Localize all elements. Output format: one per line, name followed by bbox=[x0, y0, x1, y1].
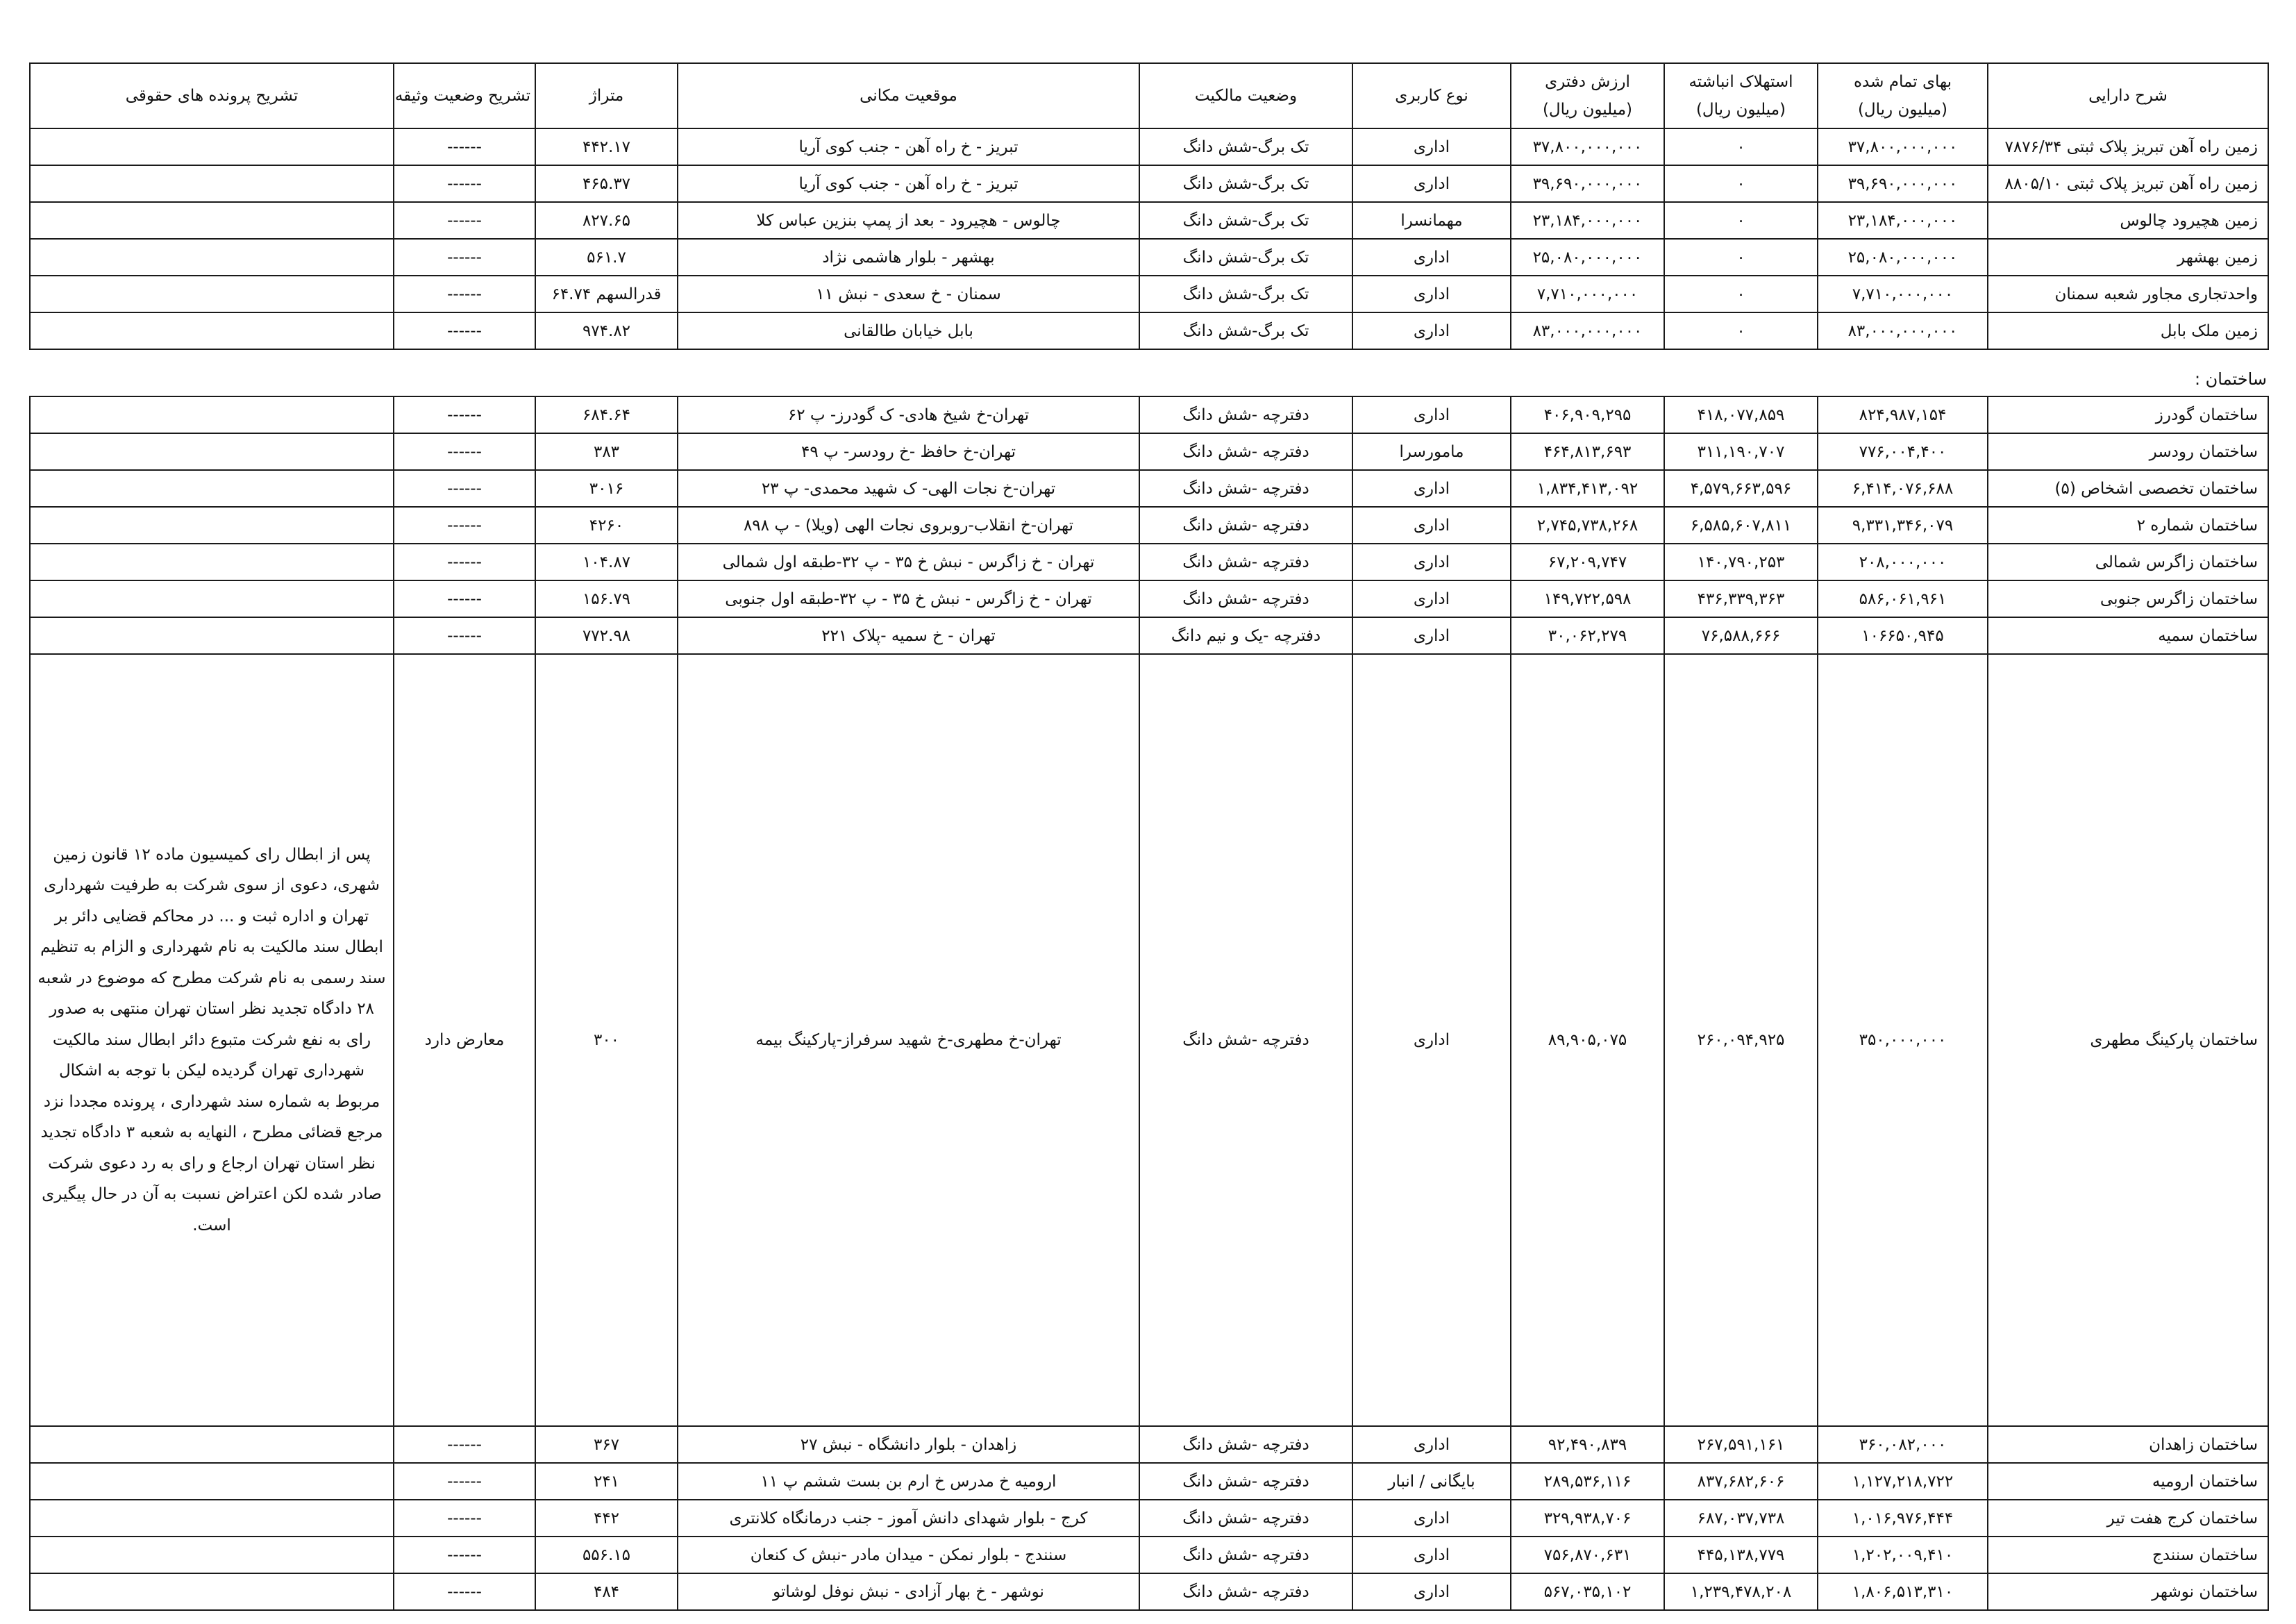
cell-depreciation: ۴۱۸,۰۷۷,۸۵۹ bbox=[1664, 396, 1818, 433]
cell-asset: زمین راه آهن تبریز پلاک ثبتی ۷۸۷۶/۳۴ bbox=[1988, 128, 2268, 165]
table-row bbox=[30, 396, 2268, 433]
cell-location: تهران - خ زاگرس - نبش خ ۳۵ - پ ۳۲-طبقه اول شمالی bbox=[678, 544, 1139, 580]
land-assets-table bbox=[29, 62, 2269, 350]
cell-usage: اداری bbox=[1352, 312, 1511, 349]
cell-asset: واحدتجاری مجاور شعبه سمنان bbox=[1988, 276, 2268, 312]
table-row bbox=[30, 276, 2268, 312]
cell-usage: اداری bbox=[1352, 470, 1511, 507]
table-row bbox=[30, 239, 2268, 276]
cell-usage: اداری bbox=[1352, 276, 1511, 312]
cell-area: ۹۷۴.۸۲ bbox=[535, 312, 678, 349]
cell-book-value: ۴۰۶,۹۰۹,۲۹۵ bbox=[1511, 396, 1664, 433]
cell-asset: ساختمان شماره ۲ bbox=[1988, 507, 2268, 544]
cell-area: ۳۸۳ bbox=[535, 433, 678, 470]
cell-ownership: دفترچه -شش دانگ bbox=[1139, 544, 1352, 580]
cell-area: ۵۶۱.۷ bbox=[535, 239, 678, 276]
cell-book-value: ۳۹,۶۹۰,۰۰۰,۰۰۰ bbox=[1511, 165, 1664, 202]
cell-location: تهران-خ شیخ هادی- ک گودرز- پ ۶۲ bbox=[678, 396, 1139, 433]
table-row bbox=[30, 128, 2268, 165]
cell-location: تهران-خ حافظ -خ رودسر- پ ۴۹ bbox=[678, 433, 1139, 470]
header-location: موقعیت مکانی bbox=[678, 63, 1139, 128]
cell-book-value: ۸۹,۹۰۵,۰۷۵ bbox=[1511, 654, 1664, 1426]
cell-book-value: ۲۸۹,۵۳۶,۱۱۶ bbox=[1511, 1463, 1664, 1500]
cell-collateral: ------ bbox=[394, 165, 535, 202]
cell-area: ۴۴۲.۱۷ bbox=[535, 128, 678, 165]
cell-collateral: ------ bbox=[394, 1537, 535, 1573]
cell-cost: ۵۸۶,۰۶۱,۹۶۱ bbox=[1818, 580, 1988, 617]
cell-asset: ساختمان زاگرس شمالی bbox=[1988, 544, 2268, 580]
cell-usage: بایگانی / انبار bbox=[1352, 1463, 1511, 1500]
table-row bbox=[30, 617, 2268, 654]
cell-cost: ۱,۲۰۲,۰۰۹,۴۱۰ bbox=[1818, 1537, 1988, 1573]
cell-location: تهران - خ سمیه -پلاک ۲۲۱ bbox=[678, 617, 1139, 654]
cell-cost: ۱,۸۰۶,۵۱۳,۳۱۰ bbox=[1818, 1573, 1988, 1610]
cell-depreciation: ۳۱۱,۱۹۰,۷۰۷ bbox=[1664, 433, 1818, 470]
cell-cost: ۹,۳۳۱,۳۴۶,۰۷۹ bbox=[1818, 507, 1988, 544]
cell-location: تهران-خ نجات الهی- ک شهید محمدی- پ ۲۳ bbox=[678, 470, 1139, 507]
cell-cost: ۳۹,۶۹۰,۰۰۰,۰۰۰ bbox=[1818, 165, 1988, 202]
table-row bbox=[30, 165, 2268, 202]
cell-book-value: ۳۰,۰۶۲,۲۷۹ bbox=[1511, 617, 1664, 654]
cell-usage: اداری bbox=[1352, 507, 1511, 544]
cell-area: ۷۷۲.۹۸ bbox=[535, 617, 678, 654]
table-row bbox=[30, 433, 2268, 470]
cell-book-value: ۲۳,۱۸۴,۰۰۰,۰۰۰ bbox=[1511, 202, 1664, 239]
cell-asset: ساختمان نوشهر bbox=[1988, 1573, 2268, 1610]
cell-collateral: ------ bbox=[394, 276, 535, 312]
cell-location: نوشهر - خ بهار آزادی - نبش نوفل لوشاتو bbox=[678, 1573, 1139, 1610]
table-row bbox=[30, 580, 2268, 617]
cell-cost: ۲۳,۱۸۴,۰۰۰,۰۰۰ bbox=[1818, 202, 1988, 239]
cell-depreciation: ۰ bbox=[1664, 239, 1818, 276]
cell-cost: ۳۷,۸۰۰,۰۰۰,۰۰۰ bbox=[1818, 128, 1988, 165]
cell-collateral: ------ bbox=[394, 433, 535, 470]
cell-ownership: تک برگ-شش دانگ bbox=[1139, 276, 1352, 312]
header-ownership: وضعیت مالکیت bbox=[1139, 63, 1352, 128]
cell-ownership: دفترچه -شش دانگ bbox=[1139, 580, 1352, 617]
cell-area: ۲۴۱ bbox=[535, 1463, 678, 1500]
cell-usage: اداری bbox=[1352, 654, 1511, 1426]
cell-depreciation: ۶,۵۸۵,۶۰۷,۸۱۱ bbox=[1664, 507, 1818, 544]
cell-location: بهشهر - بلوار هاشمی نژاد bbox=[678, 239, 1139, 276]
cell-location: تبریز - خ راه آهن - جنب کوی آریا bbox=[678, 128, 1139, 165]
table-row bbox=[30, 1500, 2268, 1537]
cell-area: ۵۵۶.۱۵ bbox=[535, 1537, 678, 1573]
cell-usage: اداری bbox=[1352, 1500, 1511, 1537]
cell-usage: اداری bbox=[1352, 580, 1511, 617]
table-row bbox=[30, 1537, 2268, 1573]
land-rows bbox=[30, 128, 2268, 349]
cell-location: ارومیه خ مدرس خ ارم بن بست ششم پ ۱۱ bbox=[678, 1463, 1139, 1500]
cell-asset: ساختمان گودرز bbox=[1988, 396, 2268, 433]
table-row bbox=[30, 1463, 2268, 1500]
cell-depreciation: ۱۴۰,۷۹۰,۲۵۳ bbox=[1664, 544, 1818, 580]
cell-collateral: ------ bbox=[394, 312, 535, 349]
cell-location: سنندج - بلوار نمکن - میدان مادر -نبش ک کنعان bbox=[678, 1537, 1139, 1573]
cell-depreciation: ۱,۲۳۹,۴۷۸,۲۰۸ bbox=[1664, 1573, 1818, 1610]
cell-collateral: ------ bbox=[394, 544, 535, 580]
cell-asset: ساختمان سنندج bbox=[1988, 1537, 2268, 1573]
cell-usage: اداری bbox=[1352, 239, 1511, 276]
cell-depreciation: ۰ bbox=[1664, 128, 1818, 165]
table-row bbox=[30, 202, 2268, 239]
cell-depreciation: ۰ bbox=[1664, 312, 1818, 349]
cell-cost: ۸۳,۰۰۰,۰۰۰,۰۰۰ bbox=[1818, 312, 1988, 349]
cell-collateral: ------ bbox=[394, 470, 535, 507]
cell-location: تهران - خ زاگرس - نبش خ ۳۵ - پ ۳۲-طبقه اول جنوبی bbox=[678, 580, 1139, 617]
cell-ownership: دفترچه -شش دانگ bbox=[1139, 433, 1352, 470]
cell-asset: زمین راه آهن تبریز پلاک ثبتی ۸۸۰۵/۱۰ bbox=[1988, 165, 2268, 202]
cell-usage: اداری bbox=[1352, 617, 1511, 654]
cell-cost: ۶,۴۱۴,۰۷۶,۶۸۸ bbox=[1818, 470, 1988, 507]
cell-collateral: ------ bbox=[394, 580, 535, 617]
header-collateral: تشریح وضعیت وثیقه bbox=[394, 63, 535, 128]
cell-asset: زمین ملک بابل bbox=[1988, 312, 2268, 349]
cell-collateral: ------ bbox=[394, 128, 535, 165]
cell-book-value: ۲,۷۴۵,۷۳۸,۲۶۸ bbox=[1511, 507, 1664, 544]
cell-area: ۳۶۷ bbox=[535, 1426, 678, 1463]
cell-area: ۶۸۴.۶۴ bbox=[535, 396, 678, 433]
cell-collateral: ------ bbox=[394, 1463, 535, 1500]
cell-ownership: تک برگ-شش دانگ bbox=[1139, 202, 1352, 239]
cell-legal bbox=[30, 1463, 394, 1500]
cell-ownership: دفترچه -شش دانگ bbox=[1139, 1573, 1352, 1610]
cell-legal bbox=[30, 470, 394, 507]
cell-collateral: معارض دارد bbox=[394, 654, 535, 1426]
cell-usage: اداری bbox=[1352, 128, 1511, 165]
table-row bbox=[30, 1573, 2268, 1610]
cell-collateral: ------ bbox=[394, 1573, 535, 1610]
cell-collateral: ------ bbox=[394, 1500, 535, 1537]
cell-collateral: ------ bbox=[394, 239, 535, 276]
cell-asset: ساختمان کرج هفت تیر bbox=[1988, 1500, 2268, 1537]
cell-location: زاهدان - بلوار دانشگاه - نبش ۲۷ bbox=[678, 1426, 1139, 1463]
cell-area: قدرالسهم ۶۴.۷۴ bbox=[535, 276, 678, 312]
cell-ownership: دفترچه -شش دانگ bbox=[1139, 396, 1352, 433]
cell-usage: اداری bbox=[1352, 1537, 1511, 1573]
cell-location: چالوس - هچیرود - بعد از پمپ بنزین عباس کلا bbox=[678, 202, 1139, 239]
cell-usage: مامورسرا bbox=[1352, 433, 1511, 470]
cell-book-value: ۱,۸۳۴,۴۱۳,۰۹۲ bbox=[1511, 470, 1664, 507]
cell-legal bbox=[30, 1500, 394, 1537]
cell-location: تبریز - خ راه آهن - جنب کوی آریا bbox=[678, 165, 1139, 202]
cell-ownership: دفترچه -شش دانگ bbox=[1139, 1426, 1352, 1463]
cell-asset: ساختمان ارومیه bbox=[1988, 1463, 2268, 1500]
cell-book-value: ۳۲۹,۹۳۸,۷۰۶ bbox=[1511, 1500, 1664, 1537]
cell-usage: اداری bbox=[1352, 1426, 1511, 1463]
cell-legal bbox=[30, 433, 394, 470]
cell-asset: ساختمان سمیه bbox=[1988, 617, 2268, 654]
cell-legal bbox=[30, 396, 394, 433]
cell-area: ۳۰۱۶ bbox=[535, 470, 678, 507]
cell-legal bbox=[30, 239, 394, 276]
cell-ownership: تک برگ-شش دانگ bbox=[1139, 165, 1352, 202]
cell-location: کرج - بلوار شهدای دانش آموز - جنب درمانگاه کلانتری bbox=[678, 1500, 1139, 1537]
cell-depreciation: ۰ bbox=[1664, 276, 1818, 312]
cell-usage: اداری bbox=[1352, 1573, 1511, 1610]
cell-cost: ۲۰۸,۰۰۰,۰۰۰ bbox=[1818, 544, 1988, 580]
cell-book-value: ۷۵۶,۸۷۰,۶۳۱ bbox=[1511, 1537, 1664, 1573]
cell-asset: ساختمان پارکینگ مطهری bbox=[1988, 654, 2268, 1426]
cell-ownership: دفترچه -شش دانگ bbox=[1139, 470, 1352, 507]
cell-location: سمنان - خ سعدی - نبش ۱۱ bbox=[678, 276, 1139, 312]
cell-area: ۴۸۴ bbox=[535, 1573, 678, 1610]
header-area: متراژ bbox=[535, 63, 678, 128]
cell-asset: زمین بهشهر bbox=[1988, 239, 2268, 276]
cell-cost: ۱۰۶۶۵۰,۹۴۵ bbox=[1818, 617, 1988, 654]
cell-legal bbox=[30, 1573, 394, 1610]
cell-ownership: دفترچه -شش دانگ bbox=[1139, 507, 1352, 544]
building-assets-table bbox=[29, 396, 2269, 1611]
cell-ownership: دفترچه -یک و نیم دانگ bbox=[1139, 617, 1352, 654]
cell-book-value: ۶۷,۲۰۹,۷۴۷ bbox=[1511, 544, 1664, 580]
cell-book-value: ۸۳,۰۰۰,۰۰۰,۰۰۰ bbox=[1511, 312, 1664, 349]
cell-area: ۴۴۲ bbox=[535, 1500, 678, 1537]
cell-asset: ساختمان تخصصی اشخاص (۵) bbox=[1988, 470, 2268, 507]
table-row bbox=[30, 312, 2268, 349]
cell-book-value: ۵۶۷,۰۳۵,۱۰۲ bbox=[1511, 1573, 1664, 1610]
header-book-value: ارزش دفتری (میلیون ریال) bbox=[1511, 63, 1664, 128]
cell-ownership: دفترچه -شش دانگ bbox=[1139, 1500, 1352, 1537]
cell-ownership: دفترچه -شش دانگ bbox=[1139, 1463, 1352, 1500]
cell-ownership: تک برگ-شش دانگ bbox=[1139, 239, 1352, 276]
cell-legal bbox=[30, 617, 394, 654]
cell-book-value: ۹۲,۴۹۰,۸۳۹ bbox=[1511, 1426, 1664, 1463]
cell-collateral: ------ bbox=[394, 507, 535, 544]
cell-legal bbox=[30, 202, 394, 239]
header-cost: بهای تمام شده (میلیون ریال) bbox=[1818, 63, 1988, 128]
cell-depreciation: ۴۴۵,۱۳۸,۷۷۹ bbox=[1664, 1537, 1818, 1573]
cell-book-value: ۲۵,۰۸۰,۰۰۰,۰۰۰ bbox=[1511, 239, 1664, 276]
cell-legal bbox=[30, 544, 394, 580]
cell-legal bbox=[30, 128, 394, 165]
cell-cost: ۳۵۰,۰۰۰,۰۰۰ bbox=[1818, 654, 1988, 1426]
cell-area: ۸۲۷.۶۵ bbox=[535, 202, 678, 239]
cell-usage: اداری bbox=[1352, 165, 1511, 202]
cell-depreciation: ۲۶۰,۰۹۴,۹۲۵ bbox=[1664, 654, 1818, 1426]
header-asset: شرح دارایی bbox=[1988, 63, 2268, 128]
cell-ownership: تک برگ-شش دانگ bbox=[1139, 312, 1352, 349]
cell-collateral: ------ bbox=[394, 1426, 535, 1463]
cell-book-value: ۳۷,۸۰۰,۰۰۰,۰۰۰ bbox=[1511, 128, 1664, 165]
cell-ownership: دفترچه -شش دانگ bbox=[1139, 1537, 1352, 1573]
cell-area: ۳۰۰ bbox=[535, 654, 678, 1426]
cell-book-value: ۷,۷۱۰,۰۰۰,۰۰۰ bbox=[1511, 276, 1664, 312]
building-rows-b bbox=[30, 1426, 2268, 1610]
cell-area: ۴۶۵.۳۷ bbox=[535, 165, 678, 202]
cell-cost: ۲۵,۰۸۰,۰۰۰,۰۰۰ bbox=[1818, 239, 1988, 276]
cell-location: بابل خیابان طالقانی bbox=[678, 312, 1139, 349]
cell-cost: ۷,۷۱۰,۰۰۰,۰۰۰ bbox=[1818, 276, 1988, 312]
cell-depreciation: ۸۳۷,۶۸۲,۶۰۶ bbox=[1664, 1463, 1818, 1500]
cell-depreciation: ۰ bbox=[1664, 202, 1818, 239]
cell-depreciation: ۴,۵۷۹,۶۶۳,۵۹۶ bbox=[1664, 470, 1818, 507]
header-legal: تشریح پرونده های حقوقی bbox=[30, 63, 394, 128]
table-row bbox=[30, 507, 2268, 544]
cell-legal bbox=[30, 165, 394, 202]
cell-collateral: ------ bbox=[394, 396, 535, 433]
cell-legal-description: پس از ابطال رای کمیسیون ماده ۱۲ قانون زمین شهری، دعوی از سوی شرکت به طرفیت شهرداری تهران و اداره ثبت و ... در محاکم قضایی دائر بر ابطال سند مالکیت به نام شهرداری و الزام به تنظیم سند رسمی به نام شرکت مطرح که موضوع در شعبه ۲۸ دادگاه تجدید نظر استان تهران منتهی به صدور رای به نفع شرکت متبوع دائر ابطال سند مالکیت شهرداری تهران گردیده لیکن با توجه به اشکال مربوط به شماره سند شهرداری ، پرونده مجددا نزد مرجع قضائی مطرح ، النهایه به شعبه ۳ دادگاه تجدید نظر استان تهران ارجاع و رای به رد دعوی شرکت صادر شده لکن اعتراض نسبت به آن در حال پیگیری است. bbox=[30, 654, 394, 1426]
cell-collateral: ------ bbox=[394, 202, 535, 239]
cell-usage: اداری bbox=[1352, 396, 1511, 433]
cell-asset: ساختمان زاهدان bbox=[1988, 1426, 2268, 1463]
cell-book-value: ۴۶۴,۸۱۳,۶۹۳ bbox=[1511, 433, 1664, 470]
cell-asset: ساختمان زاگرس جنوبی bbox=[1988, 580, 2268, 617]
parking-row bbox=[30, 654, 2268, 1426]
cell-legal bbox=[30, 276, 394, 312]
cell-book-value: ۱۴۹,۷۲۲,۵۹۸ bbox=[1511, 580, 1664, 617]
cell-ownership: دفترچه -شش دانگ bbox=[1139, 654, 1352, 1426]
parking-row-group bbox=[30, 654, 2268, 1426]
table-row bbox=[30, 470, 2268, 507]
cell-ownership: تک برگ-شش دانگ bbox=[1139, 128, 1352, 165]
building-rows-a bbox=[30, 396, 2268, 654]
cell-location: تهران-خ انقلاب-روبروی نجات الهی (ویلا) - پ ۸۹۸ bbox=[678, 507, 1139, 544]
cell-usage: اداری bbox=[1352, 544, 1511, 580]
cell-legal bbox=[30, 580, 394, 617]
cell-legal bbox=[30, 1426, 394, 1463]
section-title-buildings: ساختمان : bbox=[2194, 369, 2267, 389]
header-row bbox=[30, 63, 2268, 128]
cell-asset: زمین هچیرود چالوس bbox=[1988, 202, 2268, 239]
cell-cost: ۷۷۶,۰۰۴,۴۰۰ bbox=[1818, 433, 1988, 470]
cell-depreciation: ۷۶,۵۸۸,۶۶۶ bbox=[1664, 617, 1818, 654]
cell-legal bbox=[30, 1537, 394, 1573]
cell-depreciation: ۶۸۷,۰۳۷,۷۳۸ bbox=[1664, 1500, 1818, 1537]
cell-depreciation: ۴۳۶,۳۳۹,۳۶۳ bbox=[1664, 580, 1818, 617]
cell-cost: ۱,۰۱۶,۹۷۶,۴۴۴ bbox=[1818, 1500, 1988, 1537]
cell-cost: ۱,۱۲۷,۲۱۸,۷۲۲ bbox=[1818, 1463, 1988, 1500]
cell-depreciation: ۲۶۷,۵۹۱,۱۶۱ bbox=[1664, 1426, 1818, 1463]
cell-usage: مهمانسرا bbox=[1352, 202, 1511, 239]
cell-asset: ساختمان رودسر bbox=[1988, 433, 2268, 470]
header-depreciation: استهلاک انباشته (میلیون ریال) bbox=[1664, 63, 1818, 128]
cell-area: ۱۵۶.۷۹ bbox=[535, 580, 678, 617]
cell-area: ۴۲۶۰ bbox=[535, 507, 678, 544]
cell-collateral: ------ bbox=[394, 617, 535, 654]
cell-cost: ۸۲۴,۹۸۷,۱۵۴ bbox=[1818, 396, 1988, 433]
cell-depreciation: ۰ bbox=[1664, 165, 1818, 202]
table-row bbox=[30, 544, 2268, 580]
cell-legal bbox=[30, 507, 394, 544]
cell-cost: ۳۶۰,۰۸۲,۰۰۰ bbox=[1818, 1426, 1988, 1463]
header-usage: نوع کاربری bbox=[1352, 63, 1511, 128]
table-row bbox=[30, 1426, 2268, 1463]
cell-location: تهران-خ مطهری-خ شهید سرفراز-پارکینگ بیمه bbox=[678, 654, 1139, 1426]
cell-legal bbox=[30, 312, 394, 349]
cell-area: ۱۰۴.۸۷ bbox=[535, 544, 678, 580]
